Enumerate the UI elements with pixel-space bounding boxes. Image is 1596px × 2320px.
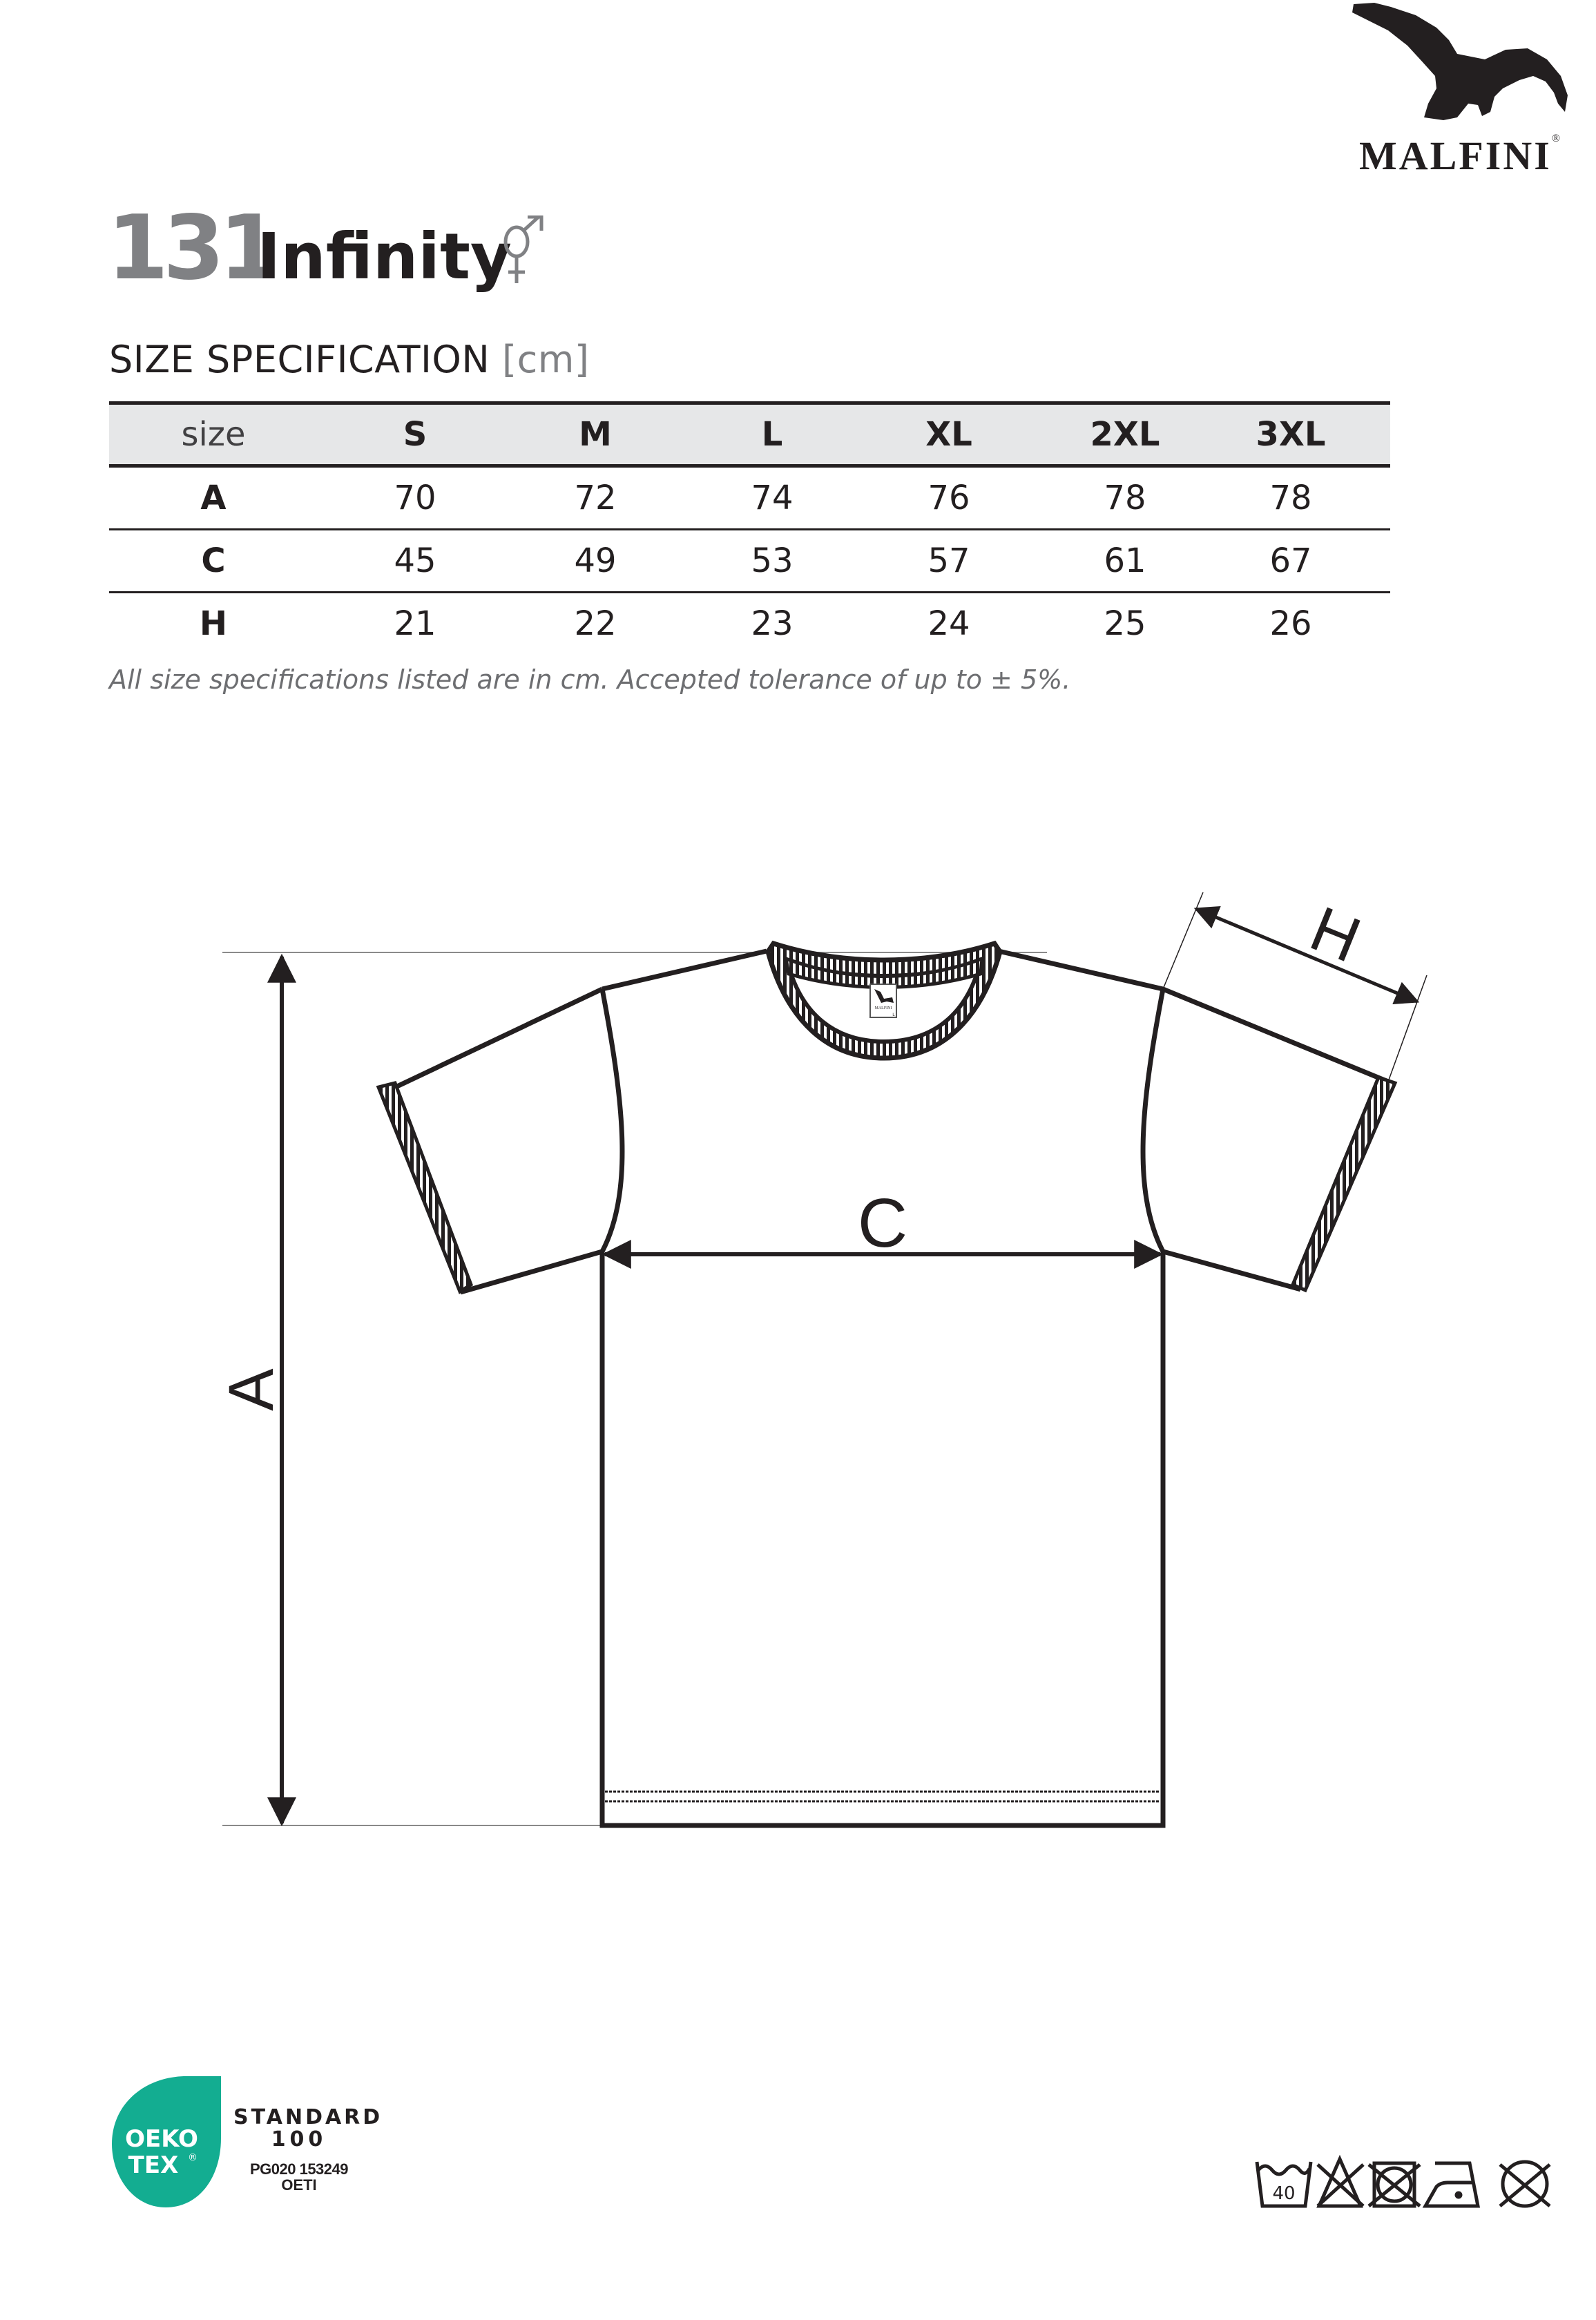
brand-name: MALFINI	[1359, 133, 1552, 178]
chest-label-c: C	[857, 1185, 908, 1262]
tshirt-diagram	[0, 863, 1596, 1865]
table-cell: 67	[1269, 541, 1312, 580]
header-cell: M	[579, 415, 612, 454]
table-cell: 22	[574, 604, 617, 643]
oeko-standard-label: STANDARD	[233, 2105, 383, 2129]
oeko-registered-mark: ®	[188, 2152, 198, 2163]
row-label: C	[201, 541, 226, 580]
tolerance-footnote: All size specifications listed are in cm. Accepted tolerance of up to ± 5%.	[109, 664, 1071, 695]
table-cell: 78	[1269, 479, 1312, 517]
no-bleach-icon	[1318, 2159, 1363, 2206]
care-symbols	[1250, 2148, 1575, 2217]
size-table	[109, 401, 1390, 654]
table-cell: 74	[751, 479, 794, 517]
table-cell: 78	[1104, 479, 1146, 517]
header-cell: 3XL	[1256, 415, 1326, 454]
table-cell: 24	[927, 604, 970, 643]
header-cell: S	[403, 415, 427, 454]
table-row	[109, 593, 1390, 654]
table-cell: 76	[927, 479, 970, 517]
svg-text:40: 40	[1272, 2183, 1296, 2204]
table-cell: 23	[751, 604, 794, 643]
table-cell: 57	[927, 541, 970, 580]
table-row	[109, 468, 1390, 530]
unisex-icon	[494, 215, 552, 285]
table-header-row	[109, 401, 1390, 468]
registered-mark: ®	[1551, 133, 1562, 144]
length-label-a: A	[216, 1368, 287, 1411]
wash-40-icon	[1257, 2162, 1311, 2206]
oeko-text: OEKO	[125, 2125, 198, 2153]
table-cell: 70	[394, 479, 436, 517]
oeko-institute: OETI	[281, 2176, 317, 2194]
product-number: 131	[107, 197, 276, 300]
brand-wordmark	[1347, 133, 1575, 179]
table-cell: 49	[574, 541, 617, 580]
table-cell: 72	[574, 479, 617, 517]
no-dry-clean-icon	[1500, 2162, 1550, 2206]
neck-label-brand: MALFINI	[874, 1006, 892, 1010]
oeko-standard-number: 100	[271, 2127, 327, 2151]
table-cell: 53	[751, 541, 794, 580]
header-cell: L	[761, 415, 783, 454]
oeko-tex-badge	[110, 2072, 228, 2210]
no-tumble-dry-icon	[1369, 2163, 1420, 2206]
neck-label-size: L	[892, 1013, 895, 1017]
product-name: Infinity	[257, 220, 512, 294]
row-label: H	[199, 604, 228, 643]
size-spec-title	[109, 338, 590, 381]
spec-title-text: SIZE SPECIFICATION	[109, 338, 490, 381]
oeko-tex-info	[233, 2105, 383, 2194]
table-cell: 21	[394, 604, 436, 643]
header-cell: XL	[925, 415, 972, 454]
iron-low-icon	[1425, 2163, 1478, 2206]
table-cell: 25	[1104, 604, 1146, 643]
oeko-certificate-code: PG020 153249	[249, 2160, 349, 2178]
table-cell: 45	[394, 541, 436, 580]
spec-unit: [cm]	[502, 338, 590, 381]
header-cell: size	[181, 415, 246, 454]
tex-text: TEX	[128, 2151, 179, 2179]
row-label: A	[200, 479, 227, 517]
sleeve-label-h: H	[1300, 893, 1370, 976]
header-cell: 2XL	[1090, 415, 1160, 454]
table-row	[109, 530, 1390, 593]
table-cell: 61	[1104, 541, 1146, 580]
table-cell: 26	[1269, 604, 1312, 643]
